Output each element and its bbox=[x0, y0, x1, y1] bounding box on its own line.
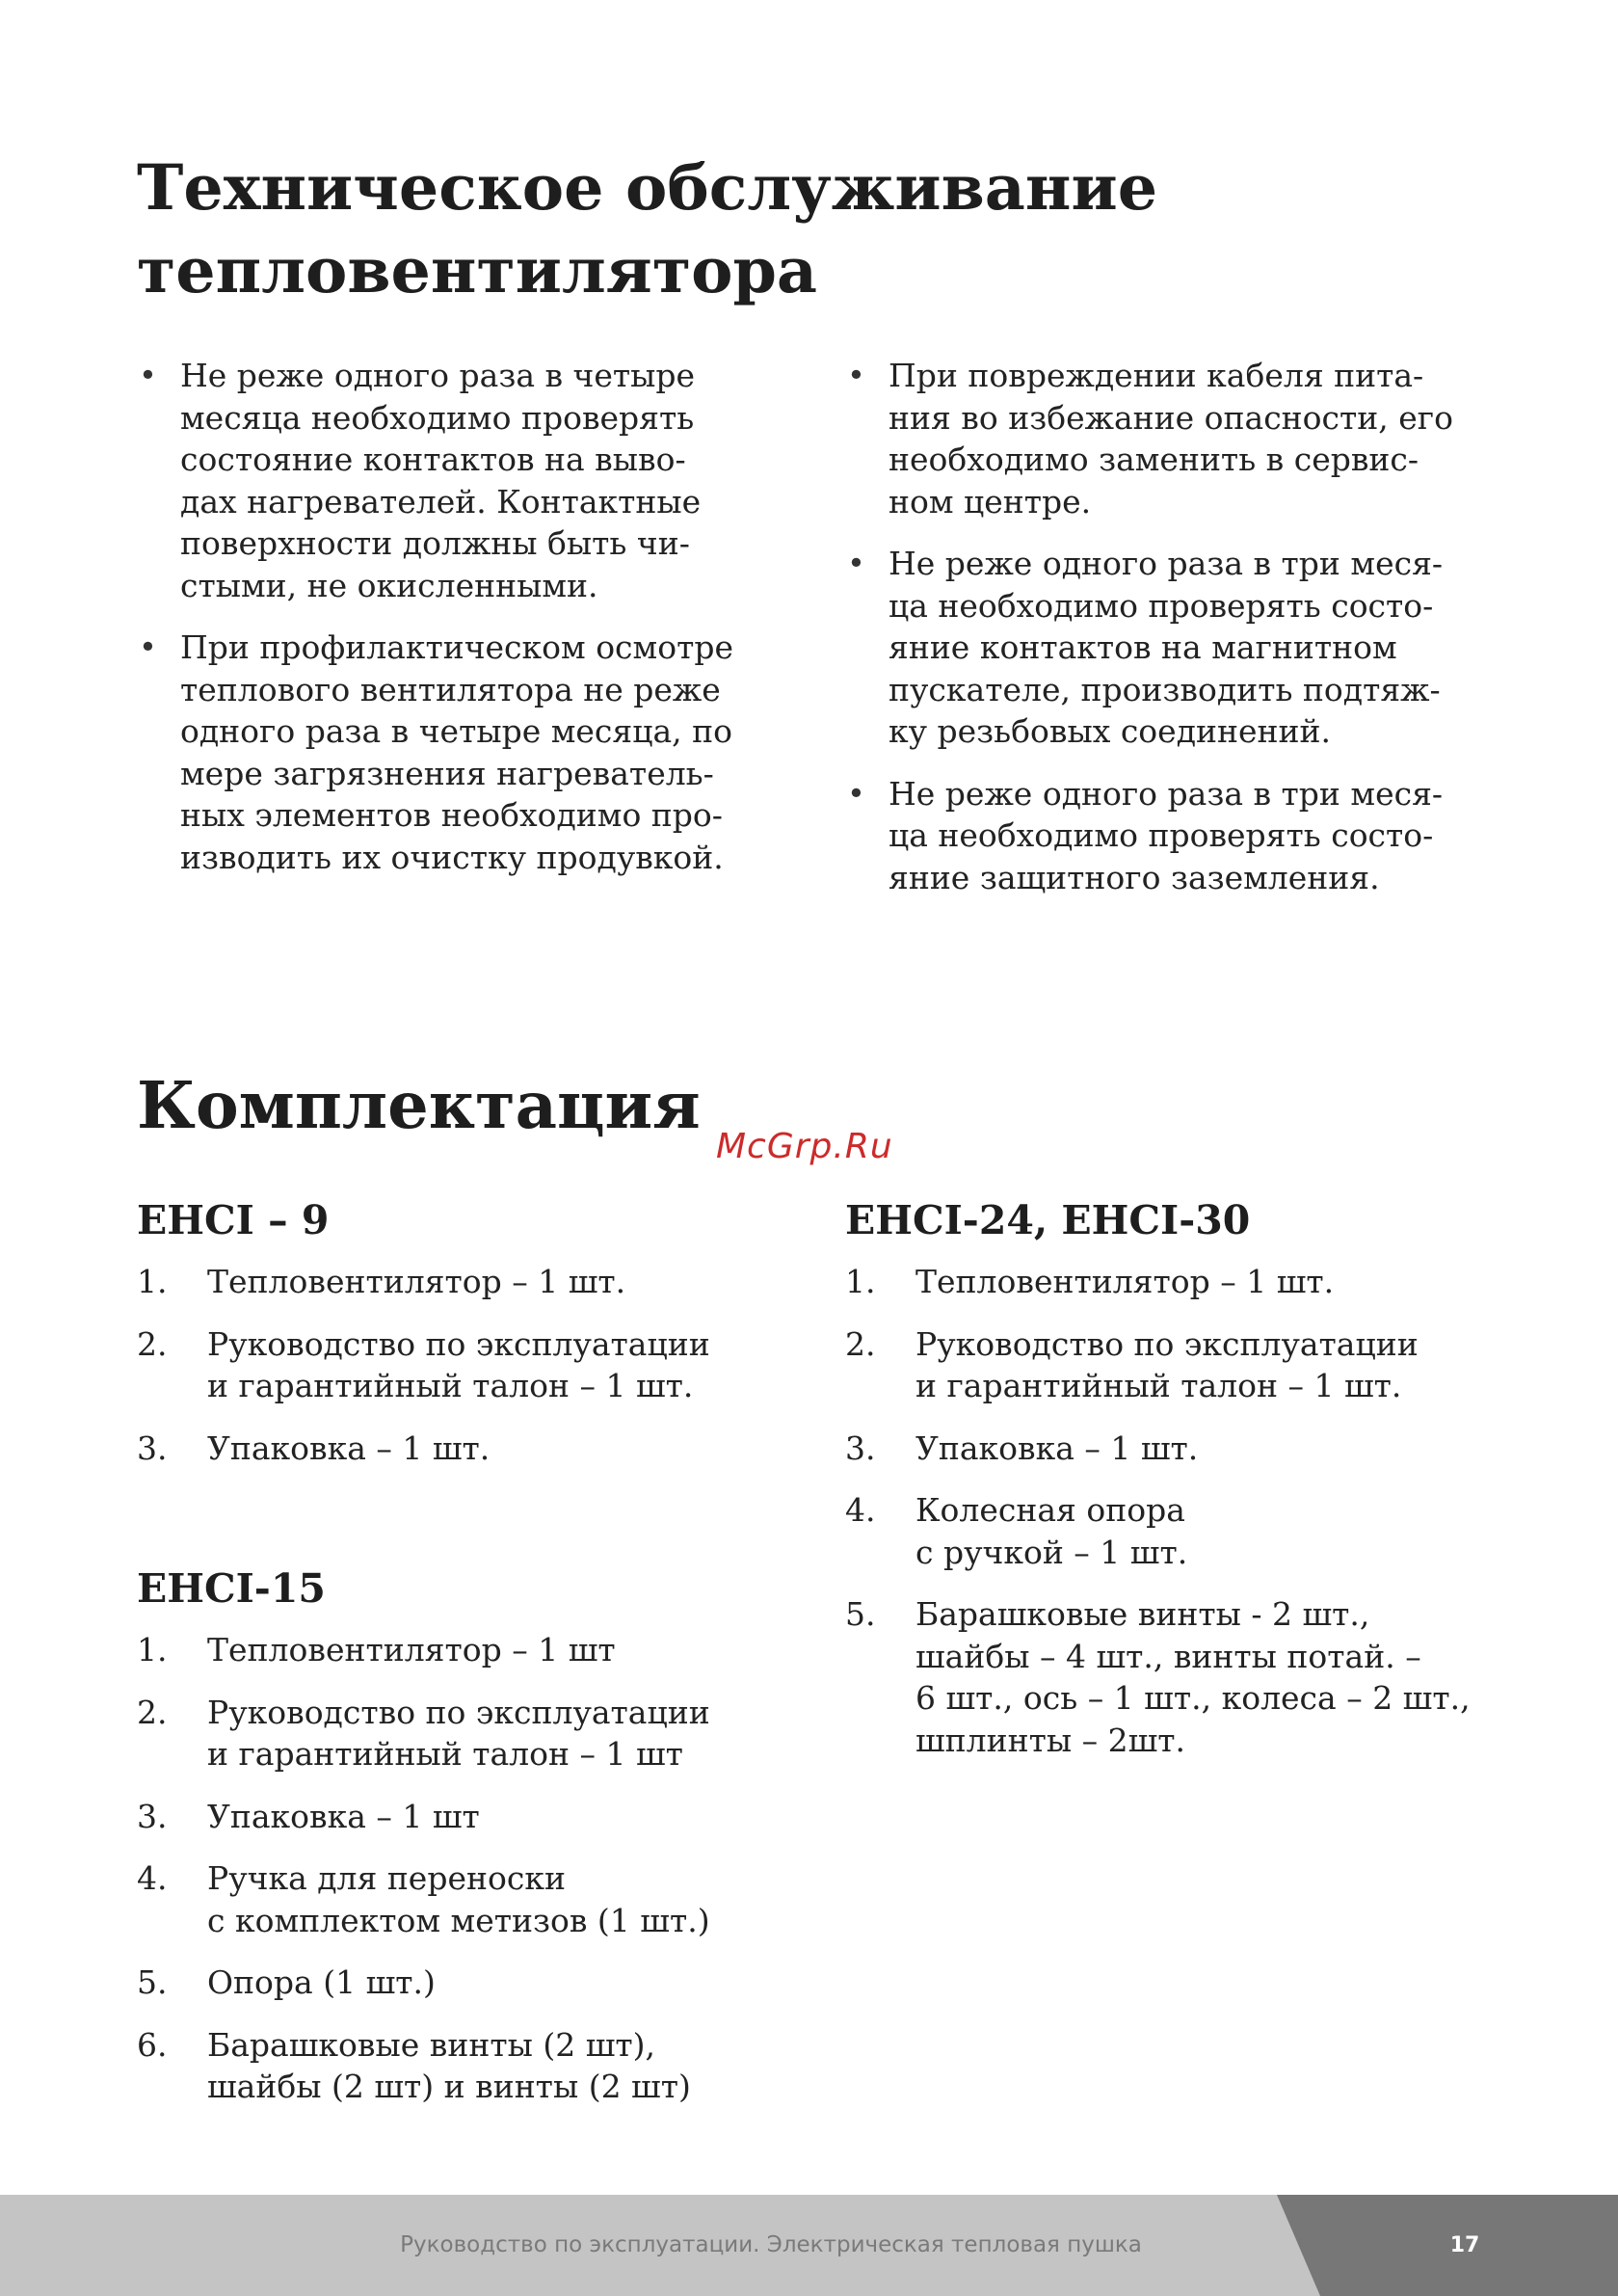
item-line: Опора (1 шт.) bbox=[207, 1963, 436, 2001]
bullet-line: ца необходимо проверять состо- bbox=[889, 586, 1434, 625]
item-number: 4. bbox=[137, 1859, 168, 1897]
item-line: Руководство по эксплуатации bbox=[915, 1324, 1419, 1363]
item-line: Руководство по эксплуатации bbox=[207, 1324, 710, 1363]
bullet-line: необходимо заменить в сервис- bbox=[889, 441, 1419, 478]
item-number: 2. bbox=[137, 1693, 168, 1731]
bullet-item bbox=[137, 355, 773, 606]
item-number: 5. bbox=[845, 1595, 876, 1633]
bullet-item bbox=[137, 627, 773, 878]
list-item bbox=[137, 1428, 773, 1470]
item-line: Тепловентилятор – 1 шт bbox=[207, 1631, 616, 1669]
bullet-line: ных элементов необходимо про- bbox=[180, 796, 723, 834]
list-item bbox=[137, 1796, 773, 1838]
page-number: 17 bbox=[1449, 2233, 1480, 2257]
bullet-line: изводить их очистку продувкой. bbox=[180, 838, 724, 876]
ehci9-block bbox=[137, 1191, 773, 1489]
maintenance-right-column bbox=[845, 355, 1481, 919]
list-item bbox=[137, 1261, 773, 1303]
bullet-line: пускателе, производить подтяж- bbox=[889, 670, 1441, 708]
item-line: с комплектом метизов (1 шт.) bbox=[207, 1901, 710, 1939]
ehci15-title: EHCI-15 bbox=[137, 1565, 326, 1612]
title-line: Техническое обслуживание bbox=[137, 151, 1158, 225]
bullet-line: теплового вентилятора не реже bbox=[180, 670, 721, 708]
maintenance-left-column bbox=[137, 355, 773, 898]
bullet-item bbox=[845, 355, 1481, 522]
item-line: 6 шт., ось – 1 шт., колеса – 2 шт., bbox=[915, 1679, 1471, 1717]
item-line: Упаковка – 1 шт. bbox=[915, 1428, 1199, 1467]
item-number: 3. bbox=[137, 1797, 168, 1835]
footer-bar bbox=[0, 2195, 1618, 2296]
bullet-line: месяца необходимо проверять bbox=[180, 398, 695, 437]
bullet-item bbox=[845, 773, 1481, 899]
item-line: Упаковка – 1 шт bbox=[207, 1797, 480, 1835]
item-number: 2. bbox=[845, 1324, 876, 1363]
item-line: шайбы – 4 шт., винты потай. – bbox=[915, 1637, 1421, 1675]
item-line: шплинты – 2шт. bbox=[915, 1721, 1186, 1759]
item-line: и гарантийный талон – 1 шт. bbox=[207, 1367, 694, 1404]
bullet-line: стыми, не окисленными. bbox=[180, 566, 598, 604]
item-line: Барашковые винты (2 шт), bbox=[207, 2025, 655, 2064]
footer-text: Руководство по эксплуатации. Электрическая тепловая пушка bbox=[400, 2232, 1142, 2257]
bullet-line: ния во избежание опасности, его bbox=[889, 398, 1453, 437]
bullet-line: • Не реже одного раза в четыре bbox=[180, 357, 696, 394]
bullet-line: ном центре. bbox=[889, 482, 1092, 521]
item-line: Колесная опора bbox=[915, 1491, 1185, 1529]
bullet-item bbox=[845, 543, 1481, 753]
list-item bbox=[845, 1261, 1481, 1303]
item-number: 1. bbox=[845, 1263, 876, 1300]
item-number: 1. bbox=[137, 1263, 168, 1300]
package-title: Комплектация bbox=[137, 1067, 701, 1143]
item-number: 2. bbox=[137, 1324, 168, 1363]
bullet-line: ку резьбовых соединений. bbox=[889, 712, 1332, 750]
item-number: 1. bbox=[137, 1631, 168, 1669]
item-number: 4. bbox=[845, 1491, 876, 1529]
list-item bbox=[137, 1692, 773, 1775]
bullet-line: дах нагревателей. Контактные bbox=[180, 482, 702, 521]
bullet-line: одного раза в четыре месяца, по bbox=[180, 712, 732, 750]
item-line: и гарантийный талон – 1 шт bbox=[207, 1735, 683, 1773]
ehci24-title: EHCI-24, EHCI-30 bbox=[845, 1197, 1251, 1243]
item-number: 5. bbox=[137, 1963, 168, 2001]
list-item bbox=[845, 1593, 1481, 1761]
list-item bbox=[845, 1428, 1481, 1470]
list-item bbox=[845, 1489, 1481, 1573]
item-number: 6. bbox=[137, 2025, 168, 2064]
bullet-line: ца необходимо проверять состо- bbox=[889, 816, 1434, 854]
list-item bbox=[137, 1857, 773, 1941]
item-line: с ручкой – 1 шт. bbox=[915, 1533, 1188, 1571]
item-line: и гарантийный талон – 1 шт. bbox=[915, 1367, 1402, 1404]
item-line: Упаковка – 1 шт. bbox=[207, 1428, 491, 1467]
item-number: 3. bbox=[845, 1428, 876, 1467]
bullet-line: • При профилактическом осмотре bbox=[180, 628, 733, 666]
item-number: 3. bbox=[137, 1428, 168, 1467]
bullet-line: • При повреждении кабеля пита- bbox=[889, 357, 1424, 394]
item-line: Тепловентилятор – 1 шт. bbox=[915, 1263, 1335, 1300]
list-item bbox=[137, 1962, 773, 2004]
bullet-line: • Не реже одного раза в три меся- bbox=[889, 545, 1444, 582]
bullet-line: яние контактов на магнитном bbox=[889, 628, 1397, 666]
bullet-line: яние защитного заземления. bbox=[889, 858, 1380, 896]
bullet-line: мере загрязнения нагреватель- bbox=[180, 754, 714, 792]
ehci9-list bbox=[137, 1261, 773, 1469]
item-line: шайбы (2 шт) и винты (2 шт) bbox=[207, 2068, 691, 2105]
maintenance-list-right bbox=[845, 355, 1481, 898]
watermark: McGrp.Ru bbox=[716, 1127, 893, 1166]
list-item bbox=[137, 1323, 773, 1407]
item-line: Тепловентилятор – 1 шт. bbox=[207, 1263, 626, 1300]
ehci24-list bbox=[845, 1261, 1481, 1761]
ehci15-list bbox=[137, 1629, 773, 2108]
ehci15-block bbox=[137, 1560, 773, 2128]
list-item bbox=[845, 1323, 1481, 1407]
item-line: Ручка для переноски bbox=[207, 1859, 566, 1897]
bullet-line: поверхности должны быть чи- bbox=[180, 524, 690, 562]
bullet-line: • Не реже одного раза в три меся- bbox=[889, 774, 1444, 813]
bullet-line: состояние контактов на выво- bbox=[180, 441, 686, 478]
list-item bbox=[137, 2024, 773, 2108]
maintenance-list-left bbox=[137, 355, 773, 878]
ehci9-title: EHCI – 9 bbox=[137, 1197, 330, 1243]
list-item bbox=[137, 1629, 773, 1671]
title-line: тепловентилятора bbox=[137, 234, 818, 307]
item-line: Руководство по эксплуатации bbox=[207, 1693, 710, 1731]
ehci24-block bbox=[845, 1191, 1481, 1781]
maintenance-title bbox=[137, 147, 1486, 312]
item-line: Барашковые винты - 2 шт., bbox=[915, 1595, 1370, 1633]
